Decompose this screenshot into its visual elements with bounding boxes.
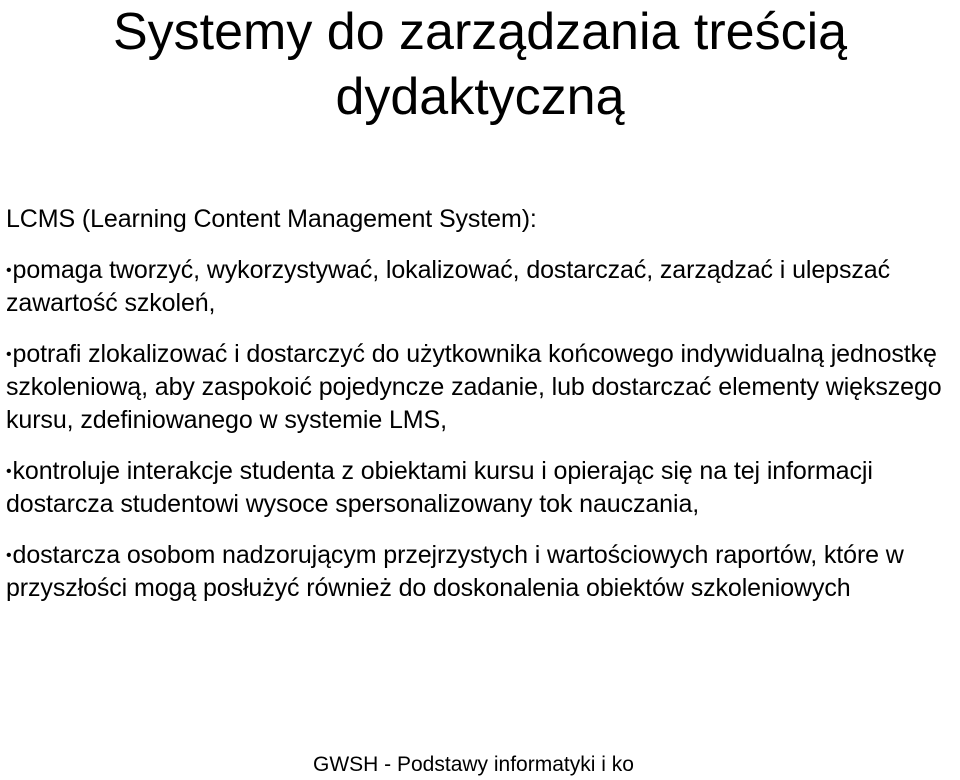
bullet-item — [6, 539, 956, 605]
bullet-text: dostarcza osobom nadzorującym przejrzystych i wartościowych raportów, które w przyszłości mogą posłużyć również do doskonalenia obiektów szkoleniowych — [6, 541, 904, 602]
bullet-icon: • — [6, 262, 12, 279]
bullet-item — [6, 254, 956, 320]
intro-text: LCMS (Learning Content Management System): — [6, 205, 537, 233]
bullet-icon: • — [6, 463, 12, 480]
bullet-icon: • — [6, 346, 12, 363]
slide-body — [6, 203, 956, 623]
bullet-text: potrafi zlokalizować i dostarczyć do użytkownika końcowego indywidualną jednostkę szkoleniową, aby zaspokoić pojedyncze zadanie, lub dostarczać elementy większego kursu, zdefiniowanego w systemie LMS, — [6, 340, 942, 434]
bullet-item — [6, 455, 956, 521]
bullet-icon: • — [6, 547, 12, 564]
slide-footer: GWSH - Podstawy informatyki i ko — [313, 753, 634, 776]
slide-title: Systemy do zarządzania treścią dydaktyczną — [112, 3, 848, 126]
bullet-list — [6, 254, 956, 605]
bullet-item — [6, 338, 956, 437]
bullet-text: kontroluje interakcje studenta z obiektami kursu i opierając się na tej informacji dostarcza studentowi wysoce spersonalizowany tok nauczania, — [6, 457, 873, 518]
bullet-text: pomaga tworzyć, wykorzystywać, lokalizować, dostarczać, zarządzać i ulepszać zawartość szkoleń, — [6, 256, 890, 317]
